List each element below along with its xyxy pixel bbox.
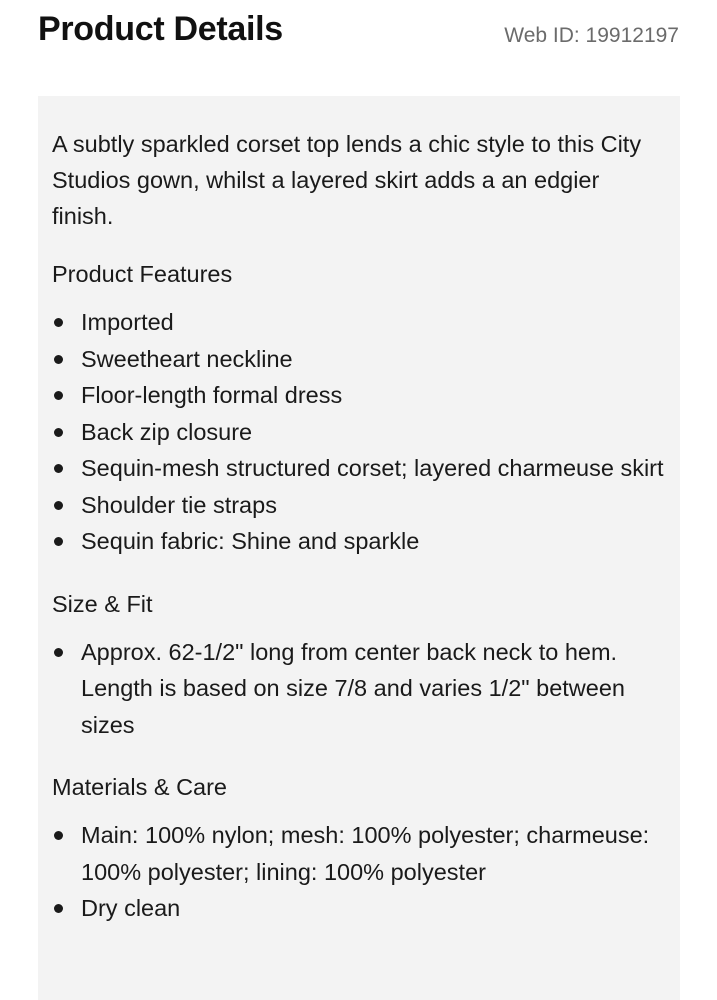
page-title: Product Details xyxy=(38,10,283,48)
materials-care-list xyxy=(52,817,666,927)
section-title-size-fit: Size & Fit xyxy=(52,590,153,617)
section-size-fit xyxy=(52,586,666,744)
list-item: Sequin fabric: Shine and sparkle xyxy=(52,523,666,560)
list-item: Shoulder tie straps xyxy=(52,487,666,524)
bullet-icon xyxy=(54,501,63,510)
size-fit-list xyxy=(52,634,666,744)
web-id-label: Web ID: 19912197 xyxy=(504,24,679,47)
product-description: A subtly sparkled corset top lends a chic style to this City Studios gown, whilst a layered skirt adds a an edgier finish. xyxy=(52,131,642,229)
list-item: Back zip closure xyxy=(52,414,666,451)
list-item: Sweetheart neckline xyxy=(52,341,666,378)
list-item: Dry clean xyxy=(52,890,666,927)
bullet-icon xyxy=(54,391,63,400)
section-title-product-features: Product Features xyxy=(52,261,233,287)
bullet-icon xyxy=(54,904,63,913)
bullet-icon xyxy=(54,428,63,437)
list-item: Floor-length formal dress xyxy=(52,377,666,414)
product-features-list xyxy=(52,304,666,560)
section-materials-care xyxy=(52,769,666,927)
bullet-icon xyxy=(54,831,63,840)
product-details-header xyxy=(0,0,717,96)
bullet-icon xyxy=(54,648,63,657)
bullet-icon xyxy=(54,355,63,364)
product-details-panel xyxy=(38,96,680,1000)
section-product-features xyxy=(52,256,666,560)
list-item: Approx. 62-1/2" long from center back neck to hem. Length is based on size 7/8 and varies 1/2" between sizes xyxy=(52,634,666,744)
list-item: Main: 100% nylon; mesh: 100% polyester; charmeuse: 100% polyester; lining: 100% polyester xyxy=(52,817,666,890)
list-item: Sequin-mesh structured corset; layered charmeuse skirt xyxy=(52,450,666,487)
bullet-icon xyxy=(54,464,63,473)
bullet-icon xyxy=(54,318,63,327)
section-title-materials-care: Materials & Care xyxy=(52,774,227,800)
list-item: Imported xyxy=(52,304,666,341)
bullet-icon xyxy=(54,537,63,546)
